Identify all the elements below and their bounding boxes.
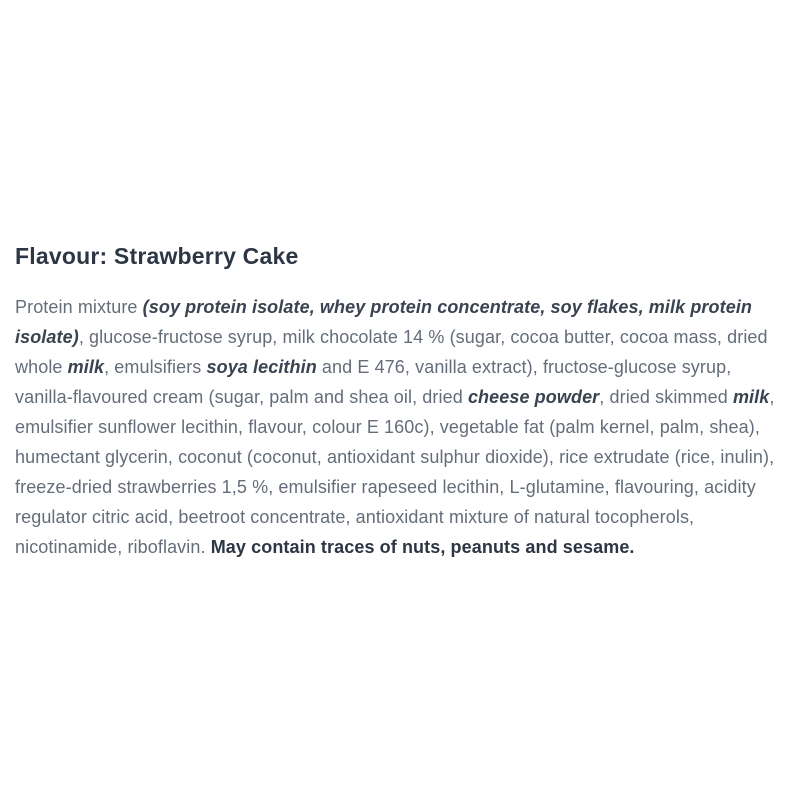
ingredients-text-segment: , dried skimmed	[599, 387, 733, 407]
ingredients-text-segment: , glucose-fructose syrup, milk chocolate 14 % (sugar, cocoa butter, cocoa mass, dried whole	[15, 327, 768, 377]
protein-mixture-emphasis: (soy protein isolate, whey protein concentrate, soy flakes, milk protein isolate)	[15, 297, 753, 347]
ingredients-text-segment: and E 476, vanilla extract), fructose-glucose syrup, vanilla-flavoured cream (sugar, palm and shea oil, dried	[15, 357, 732, 407]
allergen-warning: May contain traces of nuts, peanuts and sesame.	[210, 537, 635, 557]
ingredients-text-segment: , emulsifier sunflower lecithin, flavour, colour E 160c), vegetable fat (palm kernel, palm, shea), humectant glycerin, coconut (coconut, antioxidant sulphur dioxide), rice extrudate (rice, inulin), freeze-dried strawberries 1,5 %, emulsifier rapeseed lecithin, L-glutamine, flavouring, acidity regulator citric acid, beetroot concentrate, antioxidant mixture of natural tocopherols, nicotinamide, riboflavin.	[15, 387, 775, 557]
ingredients-text-segment: Protein mixture	[15, 297, 143, 317]
ingredients-paragraph	[15, 292, 783, 562]
flavour-heading: Flavour: Strawberry Cake	[15, 243, 299, 269]
cheese-powder-emphasis: cheese powder	[467, 387, 600, 407]
product-description-section	[15, 243, 783, 562]
ingredients-text-segment: , emulsifiers	[104, 357, 207, 377]
milk-emphasis: milk	[732, 387, 770, 407]
milk-emphasis: milk	[67, 357, 105, 377]
soya-lecithin-emphasis: soya lecithin	[206, 357, 317, 377]
